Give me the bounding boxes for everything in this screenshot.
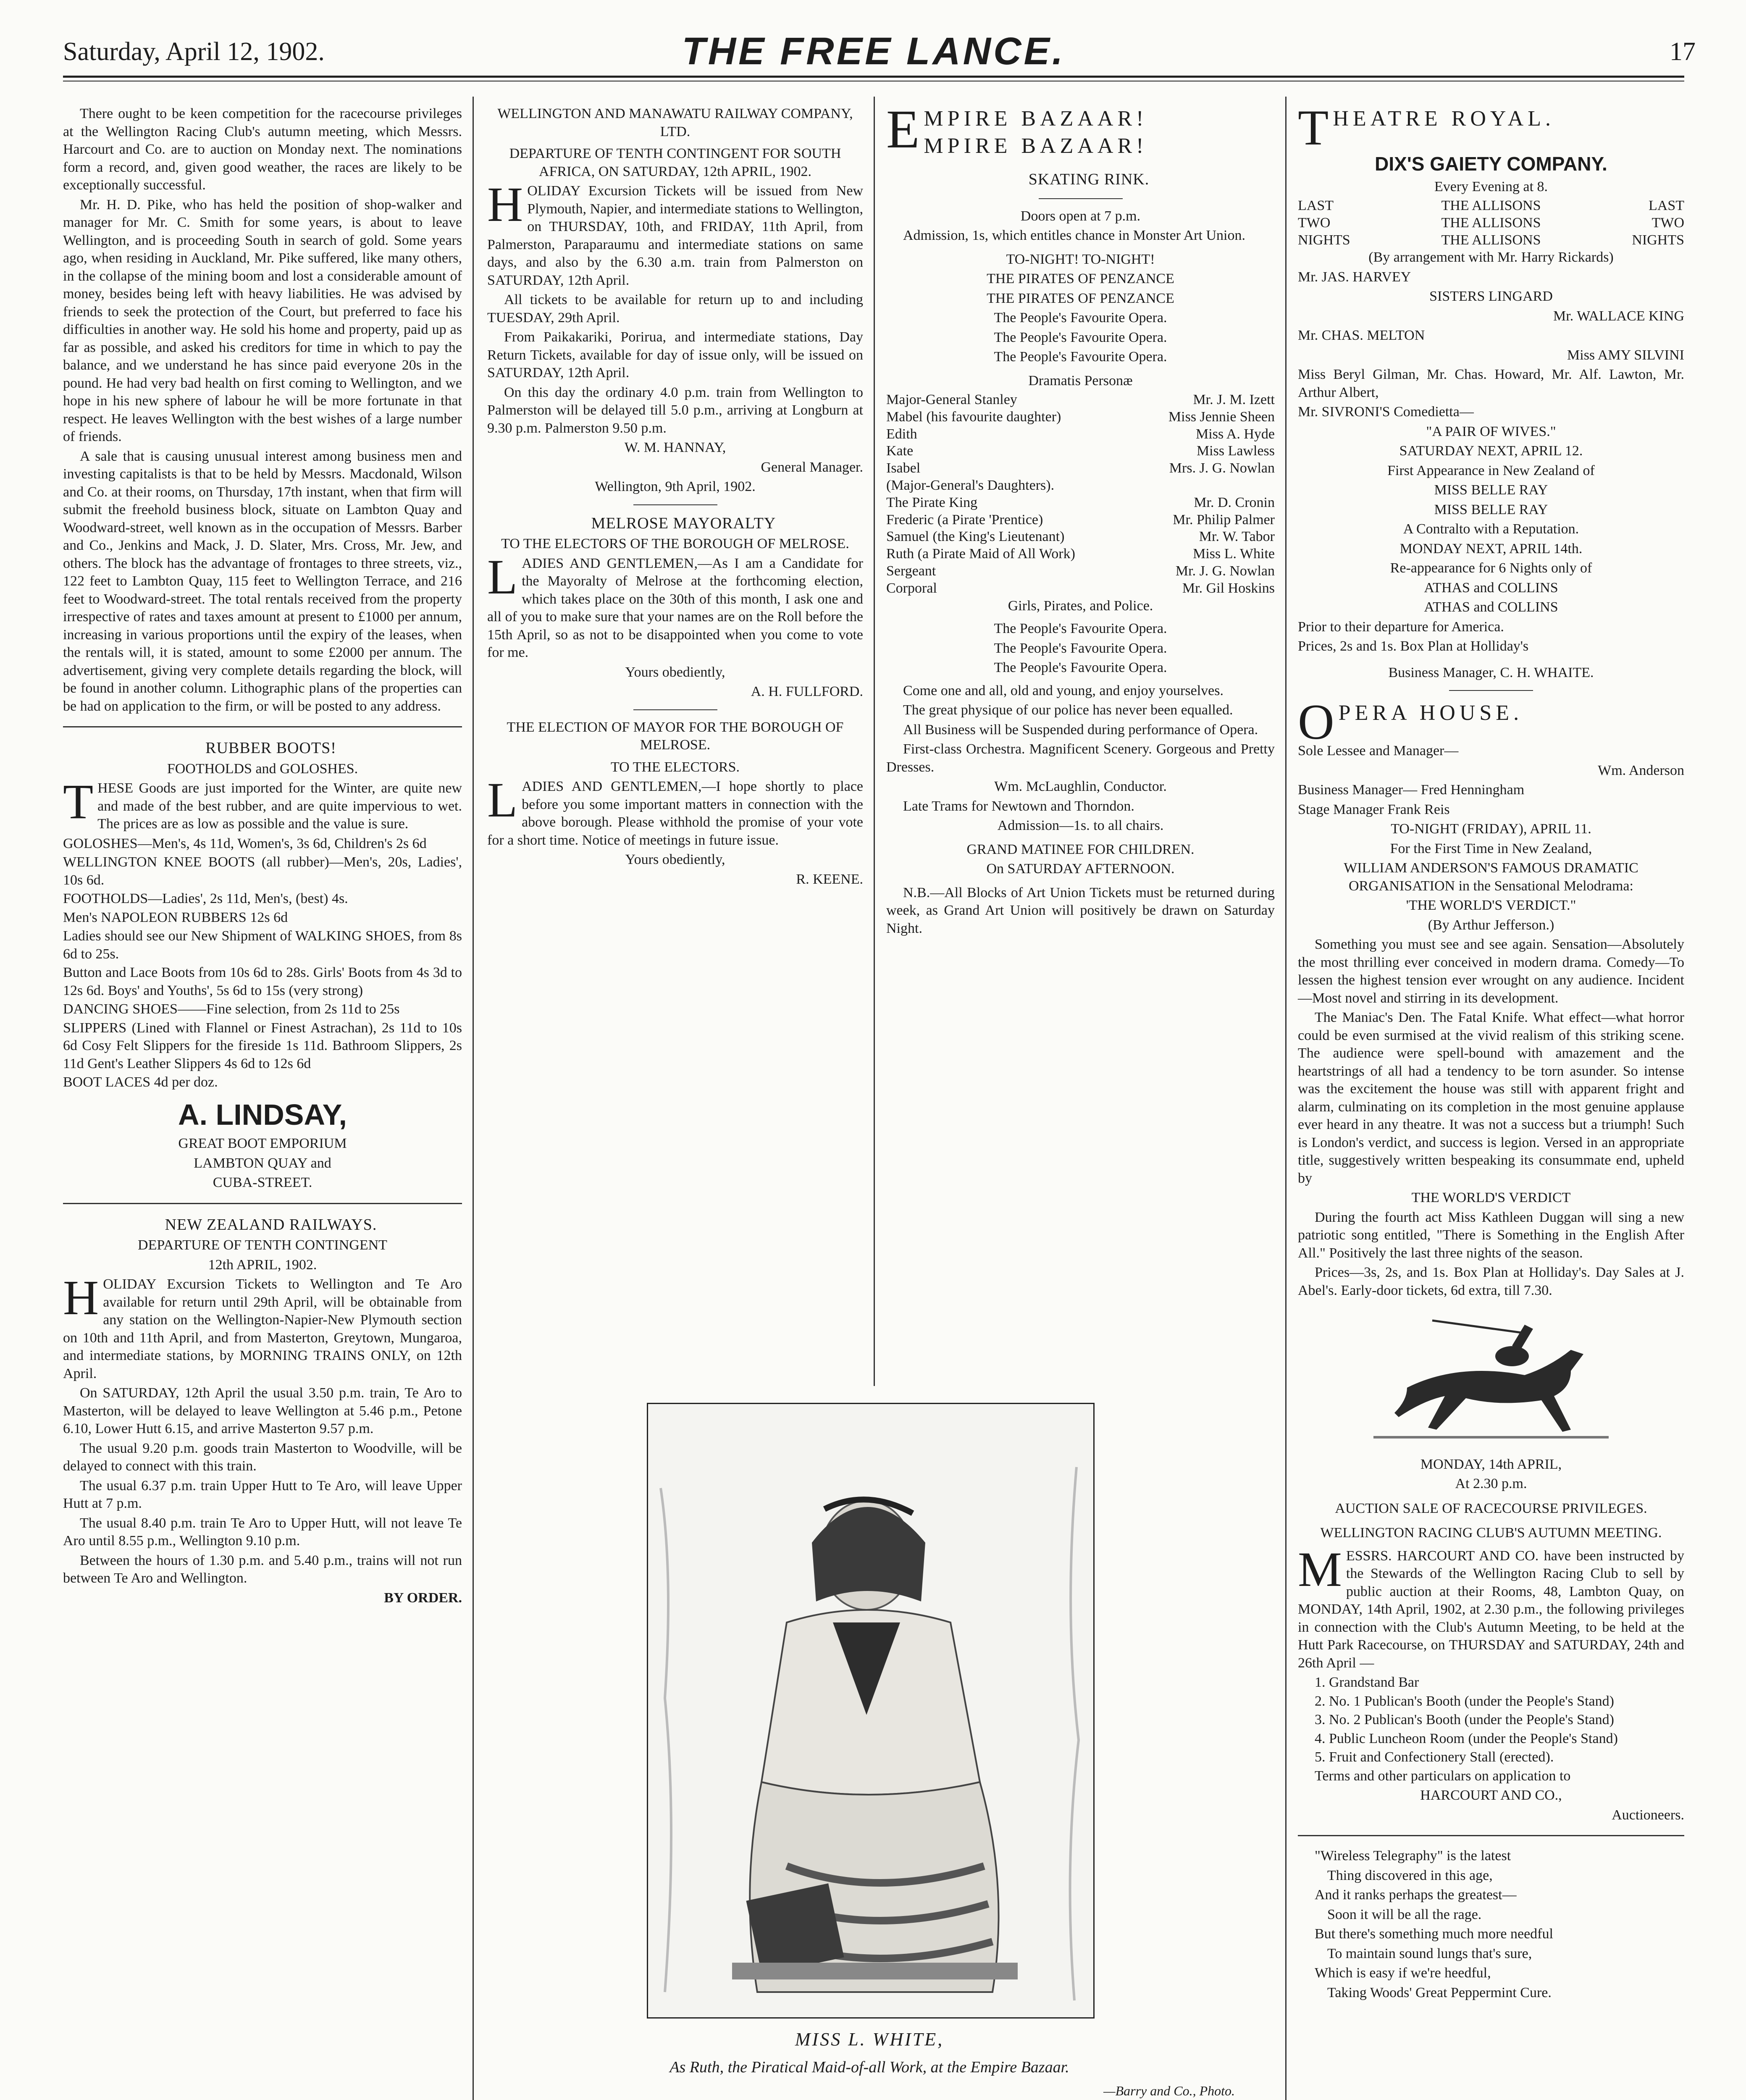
notice-line: Late Trams for Newtown and Thorndon. xyxy=(903,798,1134,814)
masthead-title: THE FREE LANCE. xyxy=(682,30,1066,73)
drop-cap: H xyxy=(63,1270,99,1325)
divider xyxy=(63,726,462,727)
poem-line: Which is easy if we're heedful, xyxy=(1315,1965,1491,1981)
stage-manager: Stage Manager Frank Reis xyxy=(1298,801,1450,817)
mayoralty-subheading: TO THE ELECTORS OF THE BOROUGH OF MELROSE. xyxy=(501,536,849,551)
performer: Mr. CHAS. MELTON xyxy=(1298,328,1425,344)
cast-actor: Mr. W. Tabor xyxy=(1199,529,1275,545)
mayoralty-body: ADIES AND GENTLEMEN,—As I am a Candidate for the Mayoralty of Melrose at the forthcoming election, which takes place on the 30th of this month, I ask one and all of you to make sure that your names are on the Roll before the 15th April, so as not to be disappointed when you come to vote for me. xyxy=(487,555,863,660)
opera-body: Something you must see and see again. Sensation—Absolutely the most thrilling ever conceived in modern drama. Comedy—To lessen the highest tension ever wrought on any audience. Incident—Most novel and stirring in its development. xyxy=(1298,937,1684,1006)
cast-actor: Mr. Philip Palmer xyxy=(1173,512,1275,528)
admission-note: Admission, 1s, which entitles chance in Monster Art Union. xyxy=(903,228,1245,243)
cast-actor: Mr. D. Cronin xyxy=(1194,494,1275,510)
table-row xyxy=(886,409,1275,426)
list-item: Ladies should see our New Shipment of WALKING SHOES, from 8s 6d to 25s. xyxy=(63,928,462,962)
poem-line: "Wireless Telegraphy" is the latest xyxy=(1315,1848,1511,1864)
poem-line: Soon it will be all the rage. xyxy=(1327,1906,1482,1922)
cast-actor: Miss A. Hyde xyxy=(1196,426,1275,442)
contralto: A Contralto with a Reputation. xyxy=(1403,521,1579,537)
cell: THE ALLISONS xyxy=(1441,232,1541,248)
divider xyxy=(63,1203,462,1204)
belle-ray: MISS BELLE RAY xyxy=(1434,482,1548,498)
dix-gaiety: DIX'S GAIETY COMPANY. xyxy=(1375,153,1607,175)
article-pike: Mr. H. D. Pike, who has held the position of shop-walker and manager for Mr. C. Smith for some years, is about to leave Wellington, and is proceeding South in search of gold. Some years ago, when residing in Auckland, Mr. Pike suffered, like many others, in the collapse of the mining boom and lost a considerable amount of money, besides being left with heavy liabilities. He was advised by friends to seek the protection of the Court, but preferred to face his difficulties in another way. He sold his home and property, paid up as far as possible, and asked his creditors for time in which to pay the balance, and we understand he has since paid everyone 20s in the pound. He had very bad health on first coming to Wellington, and we hope in his new sphere of labour he will be more fortunate in that respect. He leaves Wellington with the best wishes of a large number of friends. xyxy=(63,197,462,444)
cast-role: Kate xyxy=(886,443,914,459)
cast-role: Frederic (a Pirate 'Prentice) xyxy=(886,512,1043,528)
wm-subheading: DEPARTURE OF TENTH CONTINGENT FOR SOUTH AFRICA, ON SATURDAY, 12th APRIL, 1902. xyxy=(509,146,841,179)
table-row xyxy=(1298,232,1684,249)
harcourt-body: ESSRS. HARCOURT AND CO. have been instructed by the Stewards of the Wellington Racing Club to sell by public auction at their Rooms, 48, Lambton Quay, on MONDAY, 14th April, 1902, at 2.30 p.m., the following privileges in connection with the Club's Autumn Meeting, to be held at the Hutt Park Racecourse, on THURSDAY and SATURDAY, 24th and 26th April — xyxy=(1298,1548,1684,1671)
privileges-list xyxy=(1298,1674,1684,1767)
poem-line: Taking Woods' Great Peppermint Cure. xyxy=(1327,1984,1552,2000)
divider xyxy=(633,504,717,505)
boots-price-list xyxy=(63,835,462,1092)
mayoralty-signature: A. H. FULLFORD. xyxy=(751,684,863,699)
allisons-table xyxy=(1298,197,1684,249)
belle-ray: MISS BELLE RAY xyxy=(1434,501,1548,517)
notice-line: The great physique of our police has never been equalled. xyxy=(903,702,1233,718)
list-item: FOOTHOLDS—Ladies', 2s 11d, Men's, (best) 4s. xyxy=(63,891,348,906)
auction-heading: AUCTION SALE OF RACECOURSE PRIVILEGES. xyxy=(1335,1500,1647,1516)
cast-actor xyxy=(1135,477,1275,494)
cell: THE ALLISONS xyxy=(1441,215,1541,231)
pair-of-wives: "A PAIR OF WIVES." xyxy=(1426,423,1556,439)
theatre-royal-banner: HEATRE ROYAL. xyxy=(1333,107,1555,131)
cast-role: Ruth (a Pirate Maid of All Work) xyxy=(886,546,1075,562)
performer: Mr. WALLACE KING xyxy=(1553,308,1684,324)
peppermint-poem xyxy=(1298,1847,1684,2002)
drop-cap: O xyxy=(1298,694,1334,750)
matinee-sub: On SATURDAY AFTERNOON. xyxy=(986,861,1175,877)
pirates-title: THE PIRATES OF PENZANCE xyxy=(987,271,1174,286)
notice-line: All Business will be Suspended during performance of Opera. xyxy=(903,722,1258,738)
business-manager-opera: Business Manager— Fred Henningham xyxy=(1298,782,1525,798)
duggan-note: During the fourth act Miss Kathleen Duggan will sing a new patriotic song entitled, "There is Something in the English After All." Positively the last three nights of the season. xyxy=(1298,1209,1684,1261)
wm-paragraph: On this day the ordinary 4.0 p.m. train from Wellington to Palmerston will be delayed till 5.0 p.m., arriving at Longburn at 9.30 p.m. Palmerston 9.50 p.m. xyxy=(487,384,863,436)
list-item: GOLOSHES—Men's, 4s 11d, Women's, 3s 6d, Children's 2s 6d xyxy=(63,835,427,851)
lindsay-line: GREAT BOOT EMPORIUM xyxy=(178,1136,347,1151)
horse-race-illustration xyxy=(1298,1316,1684,1447)
girls-pirates-police: Girls, Pirates, and Police. xyxy=(1008,598,1153,614)
cell: LAST xyxy=(1298,198,1334,213)
column-2 xyxy=(487,105,863,890)
poem-line: To maintain sound lungs that's sure, xyxy=(1327,1945,1532,1961)
cast-role: Isabel xyxy=(886,460,921,476)
harcourt-signature: HARCOURT AND CO., xyxy=(1420,1788,1562,1803)
divider xyxy=(1039,198,1123,199)
table-row xyxy=(886,494,1275,512)
opera-body-2: The Maniac's Den. The Fatal Knife. What effect—what horror could be even surmised at the vivid realism of this striking scene. The audience were spell-bound with amazement and the heartstrings of all had a tendency to be torn asunder. So intense was the excitement the house was still with apparent fright and alarm, culminating on its completion in the most genuine applause ever heard in any theatre. It was not a success but a triumph! Such is London's verdict, and success is legion. Versed in an appropriate title, suggestively written bespeaking its consummate end, upheld by xyxy=(1298,1010,1684,1186)
empire-bazaar-banner: MPIRE BAZAAR! xyxy=(924,134,1148,158)
list-item: Men's NAPOLEON RUBBERS 12s 6d xyxy=(63,909,288,925)
jefferson-credit: (By Arthur Jefferson.) xyxy=(1428,917,1554,933)
matinee-heading: GRAND MATINEE FOR CHILDREN. xyxy=(966,841,1195,857)
lindsay-line: LAMBTON QUAY and xyxy=(194,1155,331,1171)
divider xyxy=(633,709,717,710)
photo-credit: —Barry and Co., Photo. xyxy=(1103,2083,1235,2098)
nzr-paragraph: The usual 9.20 p.m. goods train Masterton to Woodville, will be delayed to connect with this train. xyxy=(63,1440,462,1474)
boots-subheading: FOOTHOLDS and GOLOSHES. xyxy=(167,761,358,777)
monday-next: MONDAY NEXT, APRIL 14th. xyxy=(1399,541,1583,556)
reappearance: Re-appearance for 6 Nights only of xyxy=(1390,560,1592,576)
nzr-paragraph: The usual 8.40 p.m. train Te Aro to Upper Hutt, will not leave Te Aro until 8.55 p.m., Wellington 9.10 p.m. xyxy=(63,1515,462,1549)
cell: NIGHTS xyxy=(1632,232,1684,248)
nzr-by-order: BY ORDER. xyxy=(384,1590,462,1606)
election-subheading: TO THE ELECTORS. xyxy=(611,759,740,775)
drop-cap: L xyxy=(487,772,518,827)
table-row xyxy=(886,563,1275,580)
favourite-opera: The People's Favourite Opera. xyxy=(994,310,1167,326)
table-row xyxy=(886,426,1275,443)
wrc-heading: WELLINGTON RACING CLUB'S AUTUMN MEETING. xyxy=(1320,1525,1662,1541)
performer: Miss AMY SILVINI xyxy=(1567,347,1684,363)
cell: LAST xyxy=(1649,198,1684,213)
column-4 xyxy=(1298,100,1684,2003)
cast-actor: Mr. J. G. Nowlan xyxy=(1175,563,1275,579)
cast-actor: Mr. Gil Hoskins xyxy=(1182,580,1275,596)
nzr-paragraph: The usual 6.37 p.m. train Upper Hutt to Te Aro, will leave Upper Hutt at 7 p.m. xyxy=(63,1478,462,1511)
issue-date: Saturday, April 12, 1902. xyxy=(63,37,325,66)
column-divider xyxy=(473,97,474,1386)
cast-role: Corporal xyxy=(886,580,937,596)
cast-actor: Mrs. J. G. Nowlan xyxy=(1169,460,1275,476)
notice-line: First-class Orchestra. Magnificent Scenery. Gorgeous and Pretty Dresses. xyxy=(886,741,1275,775)
table-row xyxy=(886,443,1275,460)
nzr-date: 12th APRIL, 1902. xyxy=(208,1257,317,1273)
table-row xyxy=(886,546,1275,563)
wm-dated: Wellington, 9th April, 1902. xyxy=(595,479,756,494)
opera-tonight: TO-NIGHT (FRIDAY), APRIL 11. xyxy=(1391,821,1591,837)
nzr-paragraph: Between the hours of 1.30 p.m. and 5.40 p.m., trains will not run between Te Aro and Wellington. xyxy=(63,1552,462,1586)
worlds-verdict-title-2: THE WORLD'S VERDICT xyxy=(1411,1190,1571,1206)
every-evening: Every Evening at 8. xyxy=(1434,178,1548,194)
performer: Mr. JAS. HARVEY xyxy=(1298,269,1411,285)
mayoralty-heading: MELROSE MAYORALTY xyxy=(591,514,776,532)
arrangement-note: (By arrangement with Mr. Harry Rickards) xyxy=(1368,249,1614,265)
conductor: Wm. McLaughlin, Conductor. xyxy=(994,779,1167,795)
poem-line: But there's something much more needful xyxy=(1315,1926,1553,1942)
cast-actor: Miss Lawless xyxy=(1196,443,1275,459)
art-union-note: N.B.—All Blocks of Art Union Tickets must be returned during week, as Grand Art Union will positively be drawn on Saturday Night. xyxy=(886,885,1275,936)
list-item: BOOT LACES 4d per doz. xyxy=(63,1074,218,1090)
favourite-opera: The People's Favourite Opera. xyxy=(994,621,1167,637)
first-time: For the First Time in New Zealand, xyxy=(1390,840,1592,856)
cast-role: Major-General Stanley xyxy=(886,392,1017,407)
photo-caption: As Ruth, the Piratical Maid-of-all Work, at the Empire Bazaar. xyxy=(670,2058,1069,2076)
cast-list xyxy=(886,391,1275,597)
column-3 xyxy=(886,99,1275,939)
performer: SISTERS LINGARD xyxy=(1429,289,1553,304)
wm-heading: WELLINGTON AND MANAWATU RAILWAY COMPANY, LTD. xyxy=(497,106,853,139)
wm-signature: W. M. HANNAY, xyxy=(624,440,726,455)
performers-list: Miss Beryl Gilman, Mr. Chas. Howard, Mr. Alf. Lawton, Mr. Arthur Albert, xyxy=(1298,367,1684,400)
sole-lessee: Sole Lessee and Manager— xyxy=(1298,743,1459,759)
election-body: ADIES AND GENTLEMEN,—I hope shortly to place before you some important matters in connection with the above borough. Please withhold the promise of your vote for a short time. Notice of meetings in future issue. xyxy=(487,779,863,848)
header-rule xyxy=(63,76,1684,78)
prior-note: Prior to their departure for America. xyxy=(1298,619,1504,635)
prices: Prices, 2s and 1s. Box Plan at Holliday's xyxy=(1298,638,1529,654)
tonight-banner: TO-NIGHT! TO-NIGHT! xyxy=(1006,251,1155,267)
cast-actor: Mr. J. M. Izett xyxy=(1193,392,1275,407)
favourite-opera: The People's Favourite Opera. xyxy=(994,640,1167,656)
list-item: DANCING SHOES——Fine selection, from 2s 11d to 25s xyxy=(63,1001,400,1017)
drop-cap: H xyxy=(487,177,523,232)
sole-lessee-name: Wm. Anderson xyxy=(1598,762,1684,778)
table-row xyxy=(886,391,1275,409)
column-1 xyxy=(63,105,462,1609)
divider xyxy=(1449,690,1533,691)
nzr-subheading: DEPARTURE OF TENTH CONTINGENT xyxy=(138,1237,387,1253)
lindsay-name: A. LINDSAY, xyxy=(178,1098,347,1131)
table-row xyxy=(886,477,1275,494)
wm-paragraph: From Paikakariki, Porirua, and intermediate stations, Day Return Tickets, available for day of issue only, will be issued on SATURDAY, 12th April. xyxy=(487,329,863,381)
article-racing-privileges: There ought to be keen competition for the racecourse privileges at the Wellington Racing Club's autumn meeting, which Messrs. Harcourt and Co. are to auction on Monday next. The nominations form a record, and, given good weather, the races are likely to be exceptionally successful. xyxy=(63,106,462,193)
list-item: 3. No. 2 Publican's Booth (under the People's Stand) xyxy=(1315,1712,1614,1728)
mayoralty-yours: Yours obediently, xyxy=(625,664,725,680)
table-row xyxy=(886,580,1275,597)
sivroni-comedietta: Mr. SIVRONI'S Comedietta— xyxy=(1298,404,1474,420)
cell: TWO xyxy=(1651,215,1684,231)
cast-role: Samuel (the King's Lieutenant) xyxy=(886,529,1065,545)
racehorse-icon xyxy=(1373,1316,1609,1442)
portrait-photo xyxy=(647,1403,1095,2019)
election-heading: THE ELECTION OF MAYOR FOR THE BOROUGH OF MELROSE. xyxy=(507,719,844,753)
cast-role: The Pirate King xyxy=(886,494,978,510)
worlds-verdict-title: 'THE WORLD'S VERDICT." xyxy=(1406,898,1576,914)
column-divider xyxy=(874,97,875,1386)
divider xyxy=(1298,1835,1684,1836)
table-row xyxy=(886,460,1275,477)
favourite-opera: The People's Favourite Opera. xyxy=(994,329,1167,345)
saturday-next: SATURDAY NEXT, APRIL 12. xyxy=(1399,443,1583,459)
list-item: Button and Lace Boots from 10s 6d to 28s. Girls' Boots from 4s 3d to 12s 6d. Boys' and Youths', 5s 6d to 15s (very strong) xyxy=(63,965,462,998)
drop-cap: T xyxy=(63,774,94,829)
first-appearance: First Appearance in New Zealand of xyxy=(1387,462,1595,478)
list-item: 1. Grandstand Bar xyxy=(1315,1675,1419,1690)
page-number: 17 xyxy=(1670,37,1696,66)
boots-body: HESE Goods are just imported for the Winter, are quite new and made of the best rubber, and are quite impervious to wet. The prices are as low as possible and the value is sure. xyxy=(97,780,462,832)
table-row xyxy=(1298,215,1684,232)
boots-heading: RUBBER BOOTS! xyxy=(205,739,336,757)
article-block-sale: A sale that is causing unusual interest among business men and investing capitalists is that to be held by Messrs. Macdonald, Wilson and Co. at their rooms, on Thursday, 17th instant, when that firm will submit the freehold business block, situate on Lambton Quay and Woodward-street, well known as in the occupation of Messrs. Barber and Co., Jenkins and Mack, J. D. Slater, Mrs. Cross, Mr. Jew, and others. The block has the advantage of frontages to three streets, viz., 122 feet to Lambton Quay, 115 feet to Wellington Terrace, and 216 feet to Woodward-street. The total rentals received from the property irrespective of rates and taxes amount at present to £1000 per annum, increasing in various proportions until the expiry of the leases, when the rentals will, it is stated, amount to some £2000 per annum. The advertisement, giving very complete details regarding the block, will be found in another column. Lithographic plans of the properties can be had on application to the firm, or will be posted to any address. xyxy=(63,448,462,714)
opera-house-banner: PERA HOUSE. xyxy=(1338,701,1523,725)
cast-actor: Miss L. White xyxy=(1193,546,1275,562)
drop-cap: T xyxy=(1298,100,1329,155)
cast-role: Mabel (his favourite daughter) xyxy=(886,409,1061,425)
column-divider xyxy=(473,1386,474,2100)
lindsay-line: CUBA-STREET. xyxy=(213,1175,312,1190)
poem-line: Thing discovered in this age, xyxy=(1327,1867,1493,1883)
doors-open: Doors open at 7 p.m. xyxy=(1020,208,1141,224)
woman-portrait-illustration xyxy=(648,1404,1093,2017)
photo-caption-name: MISS L. WHITE, xyxy=(795,2029,944,2050)
nzr-heading: NEW ZEALAND RAILWAYS. xyxy=(165,1215,377,1234)
cast-role: Edith xyxy=(886,426,917,442)
pirates-title: THE PIRATES OF PENZANCE xyxy=(987,290,1174,306)
wm-signature-title: General Manager. xyxy=(761,459,863,475)
favourite-opera: The People's Favourite Opera. xyxy=(994,349,1167,365)
cast-role: (Major-General's Daughters). xyxy=(886,477,1055,493)
table-row xyxy=(1298,197,1684,215)
poem-line: And it ranks perhaps the greatest— xyxy=(1315,1887,1517,1903)
cell: NIGHTS xyxy=(1298,232,1350,248)
drop-cap: L xyxy=(487,549,518,604)
cast-role: Sergeant xyxy=(886,563,936,579)
column-divider xyxy=(1285,97,1287,2100)
table-row xyxy=(886,512,1275,529)
athas-collins: ATHAS and COLLINS xyxy=(1424,580,1558,596)
drop-cap: M xyxy=(1298,1541,1342,1597)
business-manager: Business Manager, C. H. WHAITE. xyxy=(1388,664,1594,680)
favourite-opera: The People's Favourite Opera. xyxy=(994,660,1167,676)
election-signature: R. KEENE. xyxy=(796,871,863,887)
athas-collins: ATHAS and COLLINS xyxy=(1424,599,1558,615)
nzr-body: OLIDAY Excursion Tickets to Wellington and Te Aro available for return until 29th April, will be obtainable from any station on the Wellington-Napier-New Plymouth section on 10th and 11th April, and from Masterton, Greytown, Mungaroa, and intermediate stations, by MORNING TRAINS ONLY, on 12th April. xyxy=(63,1276,462,1381)
anderson-organisation: WILLIAM ANDERSON'S FAMOUS DRAMATIC ORGANISATION in the Sensational Melodrama: xyxy=(1344,860,1638,894)
dramatis-personae: Dramatis Personæ xyxy=(1028,373,1133,388)
cast-actor: Miss Jennie Sheen xyxy=(1168,409,1275,425)
notice-line: Come one and all, old and young, and enjoy yourselves. xyxy=(903,682,1224,698)
cell: TWO xyxy=(1298,215,1331,231)
empire-bazaar-banner: MPIRE BAZAAR! xyxy=(924,107,1148,131)
list-item: 4. Public Luncheon Room (under the People's Stand) xyxy=(1315,1730,1618,1746)
nzr-paragraph: On SATURDAY, 12th April the usual 3.50 p.m. train, Te Aro to Masterton, will be delayed to leave Wellington at 5.46 p.m., Petone 6.10, Lower Hutt 6.15, and arrive Masterton 9.57 p.m. xyxy=(63,1385,462,1436)
table-row xyxy=(886,528,1275,546)
auction-time: At 2.30 p.m. xyxy=(1455,1476,1527,1492)
auction-date: MONDAY, 14th APRIL, xyxy=(1420,1456,1562,1472)
drop-cap: E xyxy=(886,99,920,160)
terms-note: Terms and other particulars on application to xyxy=(1315,1768,1571,1784)
admission-chairs: Admission—1s. to all chairs. xyxy=(997,818,1164,834)
cell: THE ALLISONS xyxy=(1441,198,1541,213)
wm-paragraph: All tickets to be available for return up to and including TUESDAY, 29th April. xyxy=(487,292,863,326)
opera-prices: Prices—3s, 2s, and 1s. Box Plan at Holliday's. Day Sales at J. Abel's. Early-door tickets, 6d extra, till 7.30. xyxy=(1298,1265,1684,1298)
skating-rink-heading: SKATING RINK. xyxy=(1028,171,1150,188)
auctioneers: Auctioneers. xyxy=(1612,1807,1684,1823)
wm-body: OLIDAY Excursion Tickets will be issued from New Plymouth, Napier, and intermediate stations to Wellington, on THURSDAY, 10th, and FRIDAY, 11th April, from Palmerston, Paraparaumu and intermediate stations on same days, and also by the 6.30 a.m. train from Palmerston on SATURDAY, 12th April. xyxy=(487,183,863,288)
list-item: 5. Fruit and Confectionery Stall (erected). xyxy=(1315,1749,1554,1765)
list-item: 2. No. 1 Publican's Booth (under the People's Stand) xyxy=(1315,1693,1614,1709)
list-item: WELLINGTON KNEE BOOTS (all rubber)—Men's, 20s, Ladies', 10s 6d. xyxy=(63,854,462,888)
list-item: SLIPPERS (Lined with Flannel or Finest Astrachan), 2s 11d to 10s 6d Cosy Felt Slippers for the fireside 1s 11d. Bathroom Slippers, 2s 11d Gent's Leather Slippers 4s 6d to 12s 6d xyxy=(63,1020,462,1071)
election-yours: Yours obediently, xyxy=(625,852,725,867)
